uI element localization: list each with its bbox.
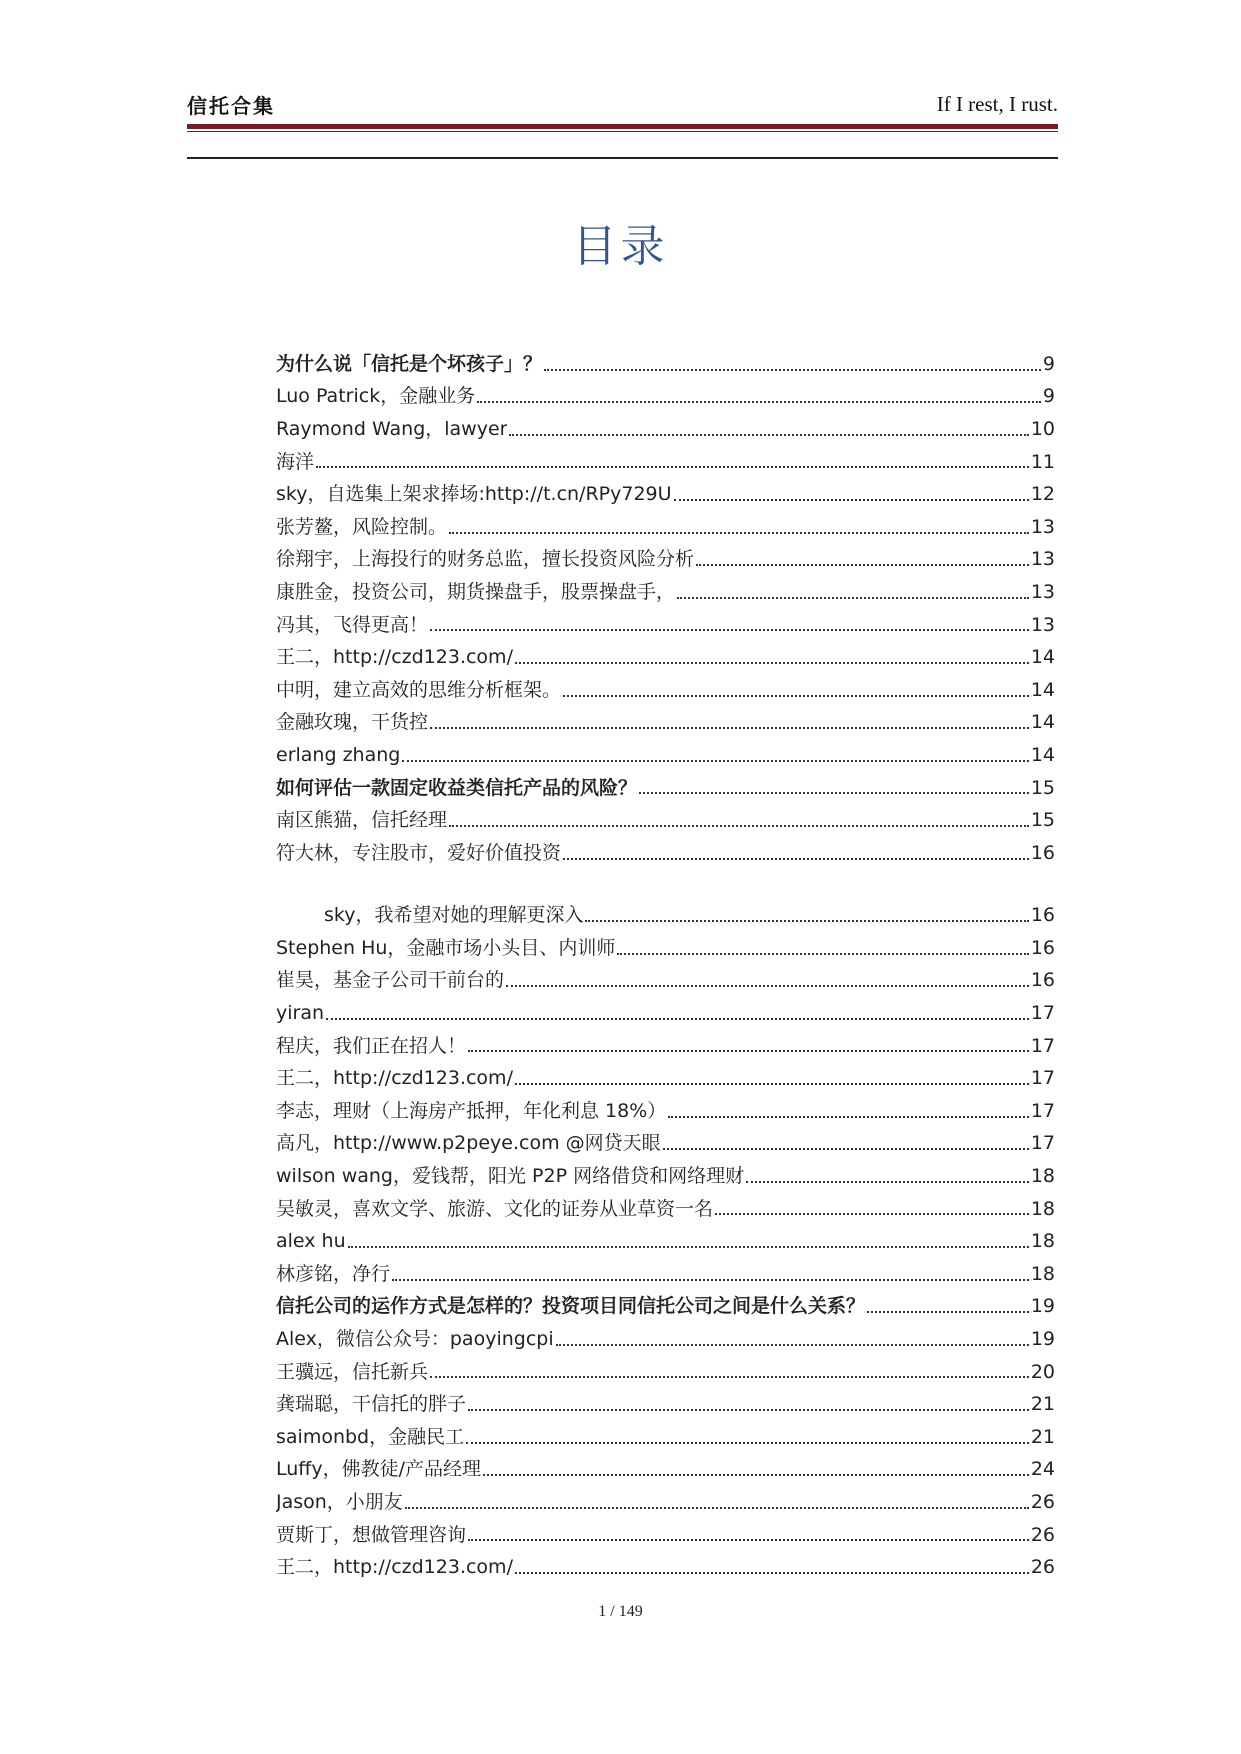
toc-entry-title: sky，自选集上架求捧场:http://t.cn/RPy729U <box>276 483 672 506</box>
toc-entry[interactable] <box>276 1286 1055 1319</box>
toc-dot-leader <box>563 694 1029 697</box>
toc-entry[interactable] <box>276 1188 1055 1221</box>
toc-entry-title: 王二，http://czd123.com/ <box>276 1556 513 1579</box>
toc-dot-leader <box>515 661 1029 664</box>
toc-entry-page: 9 <box>1042 385 1055 408</box>
toc-entry-page: 21 <box>1030 1425 1055 1448</box>
toc-entry[interactable] <box>276 702 1055 735</box>
toc-entry-page: 13 <box>1030 515 1055 538</box>
toc-entry[interactable] <box>276 767 1055 800</box>
toc-entry-page: 15 <box>1030 776 1055 799</box>
toc-entry[interactable] <box>276 473 1055 506</box>
toc-entry-page: 26 <box>1030 1490 1055 1513</box>
toc-entry-title: 如何评估一款固定收益类信托产品的风险？ <box>276 776 638 799</box>
toc-entry-page: 10 <box>1030 417 1055 440</box>
toc-entry-page: 14 <box>1030 743 1055 766</box>
header-rule-thick <box>187 124 1058 129</box>
toc-entry-page: 17 <box>1030 1067 1055 1090</box>
toc-dot-leader <box>483 1473 1029 1476</box>
toc-dot-leader <box>402 759 1028 762</box>
toc-entry[interactable] <box>276 1449 1055 1482</box>
toc-entry[interactable] <box>276 1090 1055 1123</box>
toc-entry-title: 王二，http://czd123.com/ <box>276 1067 513 1090</box>
toc-entry-title: 张芳鳌，风险控制。 <box>276 515 448 538</box>
toc-entry[interactable] <box>276 506 1055 539</box>
toc-dot-leader <box>468 1049 1029 1052</box>
toc-entry[interactable] <box>276 992 1055 1025</box>
toc-entry-title: 王二，http://czd123.com/ <box>276 646 513 669</box>
toc-entry-title: 中明，建立高效的思维分析框架。 <box>276 678 562 701</box>
header-rule-thin <box>187 131 1058 132</box>
toc-entry-page: 16 <box>1030 904 1055 927</box>
toc-dot-leader <box>468 1408 1029 1411</box>
toc-dot-leader <box>674 498 1029 501</box>
toc-dot-leader <box>617 952 1028 955</box>
toc-dot-leader <box>668 1115 1029 1118</box>
toc-entry-page: 14 <box>1030 711 1055 734</box>
toc-entry-title: yiran <box>276 1002 325 1025</box>
toc-entry[interactable] <box>276 539 1055 572</box>
toc-entry-title: 符大林，专注股市，爱好价值投资 <box>276 841 562 864</box>
toc-entry-title: 信托公司的运作方式是怎样的？投资项目同信托公司之间是什么关系？ <box>276 1295 866 1318</box>
toc-entry-page: 18 <box>1030 1262 1055 1285</box>
toc-entry[interactable] <box>276 1383 1055 1416</box>
toc-entry-title: Luo Patrick，金融业务 <box>276 385 476 408</box>
toc-dot-leader <box>316 465 1029 468</box>
table-of-contents <box>276 343 1055 1579</box>
toc-dot-leader <box>696 563 1029 566</box>
header-rule-bottom <box>187 157 1058 159</box>
toc-entry[interactable] <box>276 832 1055 865</box>
toc-entry-title: Luffy，佛教徒/产品经理 <box>276 1458 482 1481</box>
toc-dot-leader <box>677 596 1029 599</box>
toc-entry-title: 徐翔宇，上海投行的财务总监，擅长投资风险分析 <box>276 548 695 571</box>
toc-entry-title: 冯其，飞得更高！ <box>276 613 429 636</box>
toc-dot-leader <box>585 919 1028 922</box>
toc-entry-page: 17 <box>1030 1132 1055 1155</box>
toc-entry[interactable] <box>276 1155 1055 1188</box>
toc-entry-page: 20 <box>1030 1360 1055 1383</box>
page-number: 1 / 149 <box>598 1603 643 1620</box>
toc-entry[interactable] <box>276 1318 1055 1351</box>
toc-entry-title: 金融玫瑰，干货控 <box>276 711 429 734</box>
toc-entry[interactable] <box>276 960 1055 993</box>
toc-entry-page: 14 <box>1030 678 1055 701</box>
toc-dot-leader <box>556 1343 1029 1346</box>
header-title: 信托合集 <box>187 94 275 118</box>
toc-dot-leader <box>392 1278 1029 1281</box>
toc-dot-leader <box>326 1017 1029 1020</box>
toc-entry[interactable] <box>276 799 1055 832</box>
toc-entry-title: 康胜金，投资公司，期货操盘手，股票操盘手， <box>276 580 676 603</box>
toc-entry-page: 18 <box>1030 1197 1055 1220</box>
toc-entry-title: 崔昊，基金子公司干前台的 <box>276 969 505 992</box>
toc-entry-page: 13 <box>1030 548 1055 571</box>
toc-entry-page: 18 <box>1030 1165 1055 1188</box>
toc-dot-leader <box>515 1082 1029 1085</box>
toc-dot-leader <box>468 1538 1029 1541</box>
toc-entry[interactable] <box>276 441 1055 474</box>
toc-entry[interactable] <box>276 927 1055 960</box>
toc-entry[interactable] <box>276 1481 1055 1514</box>
toc-dot-leader <box>430 1375 1029 1378</box>
toc-entry-page: 9 <box>1042 352 1055 375</box>
toc-entry-title: saimonbd，金融民工 <box>276 1425 465 1448</box>
toc-entry[interactable] <box>276 734 1055 767</box>
toc-entry-title: 王骥远，信托新兵 <box>276 1360 429 1383</box>
toc-dot-leader <box>405 1506 1029 1509</box>
toc-entry[interactable] <box>276 1253 1055 1286</box>
toc-entry-page: 12 <box>1030 483 1055 506</box>
toc-entry-title: Jason，小朋友 <box>276 1490 403 1513</box>
toc-entry[interactable] <box>276 1220 1055 1253</box>
toc-entry-page: 17 <box>1030 1034 1055 1057</box>
toc-entry-page: 17 <box>1030 1002 1055 1025</box>
toc-dot-leader <box>515 1571 1029 1574</box>
toc-entry[interactable] <box>276 1123 1055 1156</box>
toc-entry-page: 18 <box>1030 1230 1055 1253</box>
toc-entry-title: 程庆，我们正在招人！ <box>276 1034 467 1057</box>
toc-entry-page: 11 <box>1030 450 1055 473</box>
toc-entry-title: sky，我希望对她的理解更深入 <box>324 904 584 927</box>
toc-dot-leader <box>477 400 1041 403</box>
toc-dot-leader <box>867 1310 1029 1313</box>
toc-entry-title: 吴敏灵，喜欢文学、旅游、文化的证券从业草资一名 <box>276 1197 714 1220</box>
toc-entry[interactable] <box>276 1546 1055 1579</box>
toc-entry-page: 17 <box>1030 1099 1055 1122</box>
toc-dot-leader <box>430 628 1029 631</box>
toc-entry[interactable] <box>276 1057 1055 1090</box>
toc-entry[interactable] <box>276 1351 1055 1384</box>
toc-entry[interactable] <box>276 895 1055 928</box>
toc-entry[interactable] <box>276 604 1055 637</box>
toc-entry-title: 龚瑞聪，干信托的胖子 <box>276 1393 467 1416</box>
toc-entry-page: 16 <box>1030 969 1055 992</box>
toc-dot-leader <box>544 368 1041 371</box>
toc-dot-leader <box>449 824 1029 827</box>
toc-entry-title: 贾斯丁，想做管理咨询 <box>276 1523 467 1546</box>
header-motto: If I rest, I rust. <box>936 92 1058 116</box>
toc-entry[interactable] <box>276 408 1055 441</box>
toc-entry-title: 为什么说「信托是个坏孩子」？ <box>276 352 543 375</box>
toc-entry-page: 26 <box>1030 1556 1055 1579</box>
page-title: 目录 <box>572 221 669 272</box>
toc-entry-page: 21 <box>1030 1393 1055 1416</box>
toc-entry[interactable] <box>276 571 1055 604</box>
toc-entry-page: 15 <box>1030 809 1055 832</box>
toc-entry[interactable] <box>276 1025 1055 1058</box>
toc-dot-leader <box>509 433 1028 436</box>
toc-entry[interactable] <box>276 669 1055 702</box>
toc-dot-leader <box>348 1245 1029 1248</box>
toc-entry-title: wilson wang，爱钱帮，阳光 P2P 网络借贷和网络理财 <box>276 1165 745 1188</box>
toc-dot-leader <box>506 984 1029 987</box>
toc-entry-title: alex hu <box>276 1230 346 1253</box>
toc-entry[interactable] <box>276 343 1055 376</box>
toc-entry-page: 24 <box>1030 1458 1055 1481</box>
toc-entry-page: 14 <box>1030 646 1055 669</box>
toc-entry[interactable] <box>276 376 1055 409</box>
toc-dot-leader <box>715 1212 1029 1215</box>
toc-entry-title: Alex，微信公众号：paoyingcpi <box>276 1328 554 1351</box>
toc-entry-title: 高凡，http://www.p2peye.com @网贷天眼 <box>276 1132 661 1155</box>
toc-entry[interactable] <box>276 1416 1055 1449</box>
toc-entry-page: 16 <box>1030 936 1055 959</box>
toc-entry-page: 13 <box>1030 580 1055 603</box>
toc-entry-title: 海洋 <box>276 450 315 473</box>
toc-dot-leader <box>639 791 1029 794</box>
toc-dot-leader <box>563 857 1029 860</box>
toc-entry[interactable] <box>276 636 1055 669</box>
toc-entry-page: 19 <box>1030 1328 1055 1351</box>
toc-dot-leader <box>466 1441 1029 1444</box>
toc-entry-page: 16 <box>1030 841 1055 864</box>
toc-entry-title: Stephen Hu，金融市场小头目、内训师 <box>276 936 616 959</box>
toc-entry-title: 林彦铭，净行 <box>276 1262 391 1285</box>
toc-entry-title: erlang zhang <box>276 743 401 766</box>
toc-dot-leader <box>449 531 1029 534</box>
toc-entry-title: Raymond Wang，lawyer <box>276 417 508 440</box>
toc-entry-page: 13 <box>1030 613 1055 636</box>
toc-entry-page: 19 <box>1030 1295 1055 1318</box>
toc-entry-title: 南区熊猫，信托经理 <box>276 809 448 832</box>
toc-dot-leader <box>430 726 1029 729</box>
toc-entry-page: 26 <box>1030 1523 1055 1546</box>
toc-dot-leader <box>663 1147 1029 1150</box>
toc-entry-title: 李志，理财（上海房产抵押，年化利息 18%） <box>276 1099 667 1122</box>
toc-dot-leader <box>746 1180 1029 1183</box>
toc-entry[interactable] <box>276 1514 1055 1547</box>
